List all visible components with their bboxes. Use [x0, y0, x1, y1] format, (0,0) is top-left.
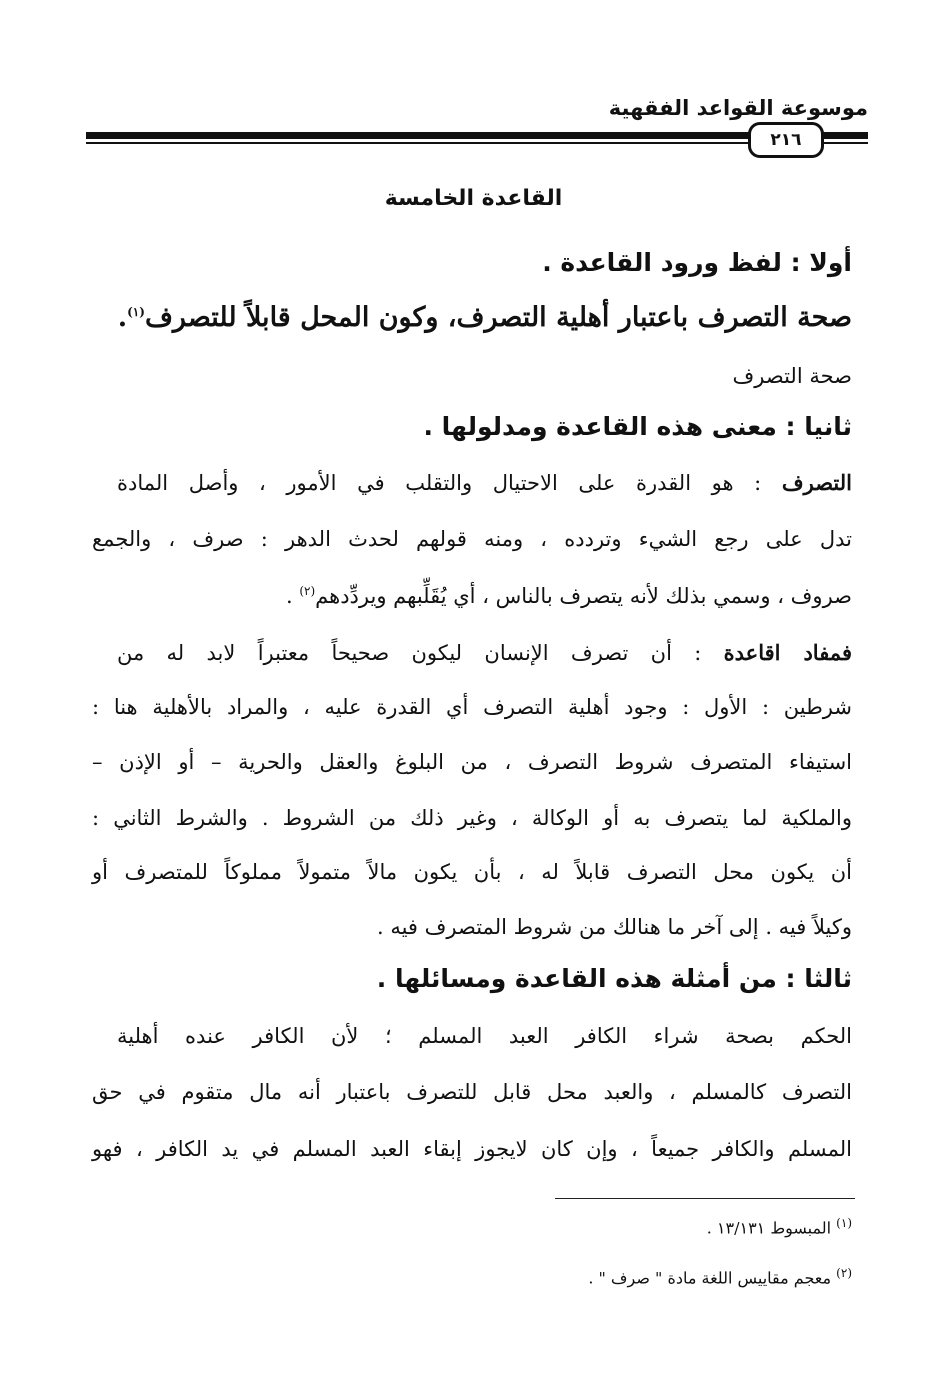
p2-line-2: شرطين : الأول : وجود أهلية التصرف أي القدرة عليه ، والمراد بالأهلية هنا : — [92, 695, 852, 719]
rule-title: القاعدة الخامسة — [384, 186, 563, 211]
page-number: ٢١٦ — [748, 122, 824, 158]
footnote-separator — [555, 1198, 855, 1199]
p3-line-1: الحكم بصحة شراء الكافر العبد المسلم ؛ لأن الكافر عنده أهلية — [117, 1024, 852, 1048]
p1-line-1 — [117, 470, 852, 495]
page-header — [78, 96, 868, 156]
p2-line-3: استيفاء المتصرف شروط التصرف ، من البلوغ والعقل والحرية – أو الإذن – — [92, 750, 852, 774]
footnote-1-mark: (١) — [836, 1216, 852, 1230]
p2-line-4: والملكية لما يتصرف به أو الوكالة ، وغير ذلك من الشروط . والشرط الثاني : — [92, 806, 852, 830]
p3-line-3: المسلم والكافر جميعاً ، وإن كان لايجوز إبقاء العبد المسلم في يد الكافر ، فهو — [92, 1137, 852, 1161]
rule-end: . — [117, 302, 128, 333]
footnote-ref-1: (١) — [127, 305, 145, 319]
p1-line3-text: صروف ، وسمي بذلك لأنه يتصرف بالناس ، أي يُقَلِّبهم ويردِّدهم — [315, 584, 852, 608]
footnote-ref-2: (٢) — [299, 584, 316, 598]
section2-heading: ثانيا : معنى هذه القاعدة ومدلولها . — [423, 412, 852, 441]
p2-line-6: وكيلاً فيه . إلى آخر ما هنالك من شروط المتصرف فيه . — [376, 915, 852, 939]
footnote-2 — [588, 1266, 852, 1287]
p2-line-1 — [117, 640, 852, 665]
p1-line1-text: : هو القدرة على الاحتيال والتقلب في الأمور ، وأصل المادة — [117, 471, 762, 495]
footnote-1 — [707, 1216, 852, 1237]
p2-line-5: أن يكون محل التصرف قابلاً له ، بأن يكون مالاً متمولاً مملوكاً للمتصرف أو — [92, 860, 852, 884]
p1-line-2: تدل على رجع الشيء وتردده ، ومنه قولهم لحدث الدهر : صرف ، والجمع — [92, 527, 852, 551]
rule-statement — [92, 302, 852, 333]
footnote-1-text: المبسوط ١٣/١٣١ . — [706, 1218, 832, 1238]
p2-lead: فمفاد اقاعدة — [723, 640, 852, 665]
running-title: موسوعة القواعد الفقهية — [608, 96, 868, 120]
section1-heading: أولا : لفظ ورود القاعدة . — [542, 248, 852, 277]
rule-subtitle: صحة التصرف — [732, 364, 852, 388]
rule-text: صحة التصرف باعتبار أهلية التصرف، وكون المحل قابلاً للتصرف — [144, 302, 852, 333]
p1-lead: التصرف — [781, 470, 852, 495]
p1-end: . — [285, 584, 293, 608]
section3-heading: ثالثا : من أمثلة هذه القاعدة ومسائلها . — [376, 964, 852, 993]
footnote-2-text: معجم مقاييس اللغة مادة " صرف " . — [588, 1268, 832, 1288]
p3-line-2: التصرف كالمسلم ، والعبد محل قابل للتصرف باعتبار أنه مال متقوم في حق — [92, 1080, 852, 1104]
p2-line1-text: : أن تصرف الإنسان ليكون صحيحاً معتبراً لابد له من — [117, 641, 702, 665]
footnote-2-mark: (٢) — [836, 1266, 852, 1280]
p1-line-3 — [92, 584, 852, 608]
